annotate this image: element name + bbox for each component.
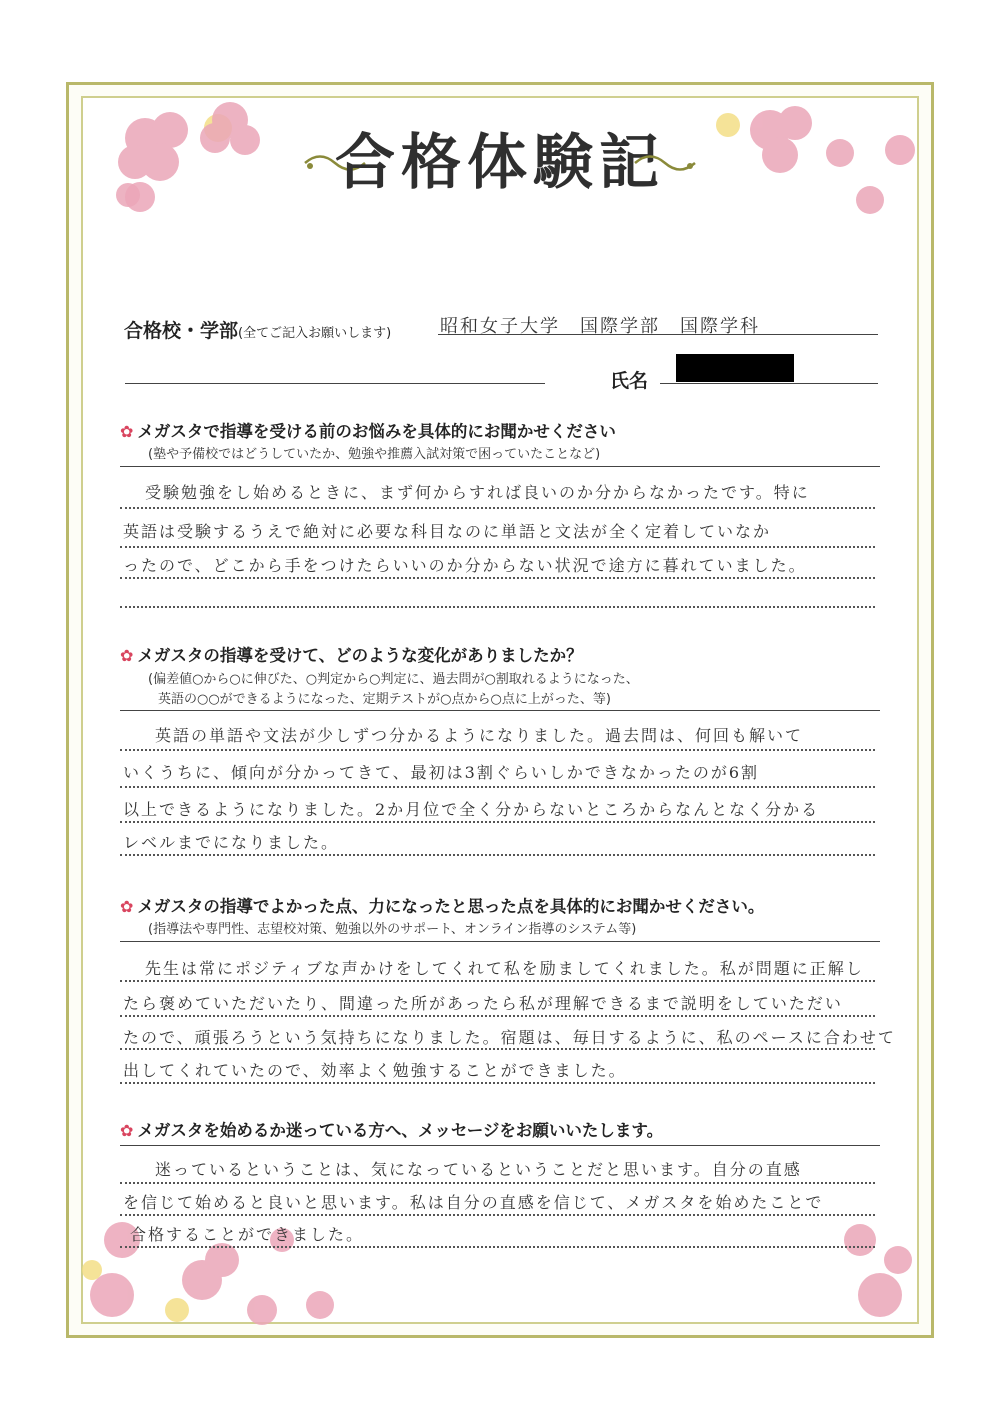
name-underline [660,383,878,384]
q3-heading [120,893,764,917]
dotted-rule [120,1048,875,1050]
q4-line: 合格することができました。 [130,1225,365,1244]
dotted-rule [120,786,875,788]
dotted-rule [120,1082,875,1084]
dotted-rule [120,980,875,982]
q4-heading [120,1117,663,1141]
q3-rule [120,941,880,942]
school-label [124,316,391,343]
q2-line: レベルまでになりました。 [123,833,340,852]
name-redaction [676,354,794,382]
q1-sub: (塾や予備校ではどうしていたか、勉強や推薦入試対策で困っていたことなど) [148,447,601,462]
dotted-rule [120,1015,875,1017]
q2-line: 英語の単語や文法が少しずつ分かるようになりました。過去問は、何回も解いて [155,726,804,745]
q2-rule [120,710,880,711]
q2-line: いくうちに、傾向が分かってきて、最初は3割ぐらいしかできなかったのが6割 [123,763,760,782]
blank-underline [125,383,545,384]
q4-rule [120,1145,880,1146]
dotted-rule [120,821,875,823]
q2-sub1: (偏差値○から○に伸びた、○判定から○判定に、過去問が○割取れるようになった、 [148,672,639,687]
dotted-rule [120,1214,875,1216]
dotted-rule [120,749,875,751]
q1-line: 英語は受験するうえで絶対に必要な科目なのに単語と文法が全く定着していなか [123,522,772,541]
page-title: 合格体験記 [335,128,665,198]
school-label-text: 合格校・学部 [124,320,239,342]
sakura-icon [820,1200,920,1330]
q1-heading-text: メガスタで指導を受ける前のお悩みを具体的にお聞かせください [137,422,616,441]
q3-sub: (指導法や専門性、志望校対策、勉強以外のサポート、オンライン指導のシステム等) [148,922,637,937]
q3-heading-text: メガスタの指導でよかった点、力になったと思った点を具体的にお聞かせください。 [137,897,765,916]
flower-bullet-icon: ✿ [120,897,134,916]
q3-line: 先生は常にポジティブな声かけをしてくれて私を励ましてくれました。私が問題に正解し [145,959,864,978]
dotted-rule [120,1246,875,1248]
dotted-rule [120,546,875,548]
sakura-icon [290,1280,350,1330]
flower-bullet-icon: ✿ [120,646,134,665]
q3-line: たら褒めていただいたり、間違った所があったら私が理解できるまで説明をしていただい [123,994,843,1013]
school-value: 昭和女子大学 国際学部 国際学科 [440,316,760,337]
q1-line: ったので、どこから手をつけたらいいのか分からない状況で途方に暮れていました。 [123,556,807,575]
q4-heading-text: メガスタを始めるか迷っている方へ、メッセージをお願いいたします。 [137,1121,664,1140]
flower-bullet-icon: ✿ [120,1121,134,1140]
q2-line: 以上できるようになりました。2か月位で全く分からないところからなんとなく分かる [123,800,820,819]
q2-heading-text: メガスタの指導を受けて、どのような変化がありましたか？ [137,646,583,665]
q4-line: を信じて始めると良いと思います。私は自分の直感を信じて、メガスタを始めたことで [123,1193,824,1212]
sakura-icon [82,1200,312,1330]
school-underline [438,334,878,335]
flower-bullet-icon: ✿ [120,422,134,441]
q3-line: たので、頑張ろうという気持ちになりました。宿題は、毎日するように、私のペースに合わせて [123,1028,896,1047]
q1-heading [120,418,616,442]
name-label: 氏名 [610,370,649,392]
dotted-rule [120,1182,875,1184]
q1-rule [120,466,880,467]
right-flourish-icon [630,148,700,178]
q1-line: 受験勉強をし始めるときに、まず何からすれば良いのか分からなかったです。特に [145,483,810,502]
dotted-rule [120,507,875,509]
dotted-rule [120,577,875,579]
school-note: (全てご記入お願いします) [238,326,392,341]
q3-line: 出してくれていたので、効率よく勉強することができました。 [123,1061,627,1080]
q4-line: 迷っているということは、気になっているということだと思います。自分の直感 [155,1160,802,1179]
q2-sub2: 英語の○○ができるようになった、定期テストが○点から○点に上がった、等) [158,692,611,707]
dotted-rule [120,606,875,608]
q2-heading [120,642,583,666]
dotted-rule [120,854,875,856]
